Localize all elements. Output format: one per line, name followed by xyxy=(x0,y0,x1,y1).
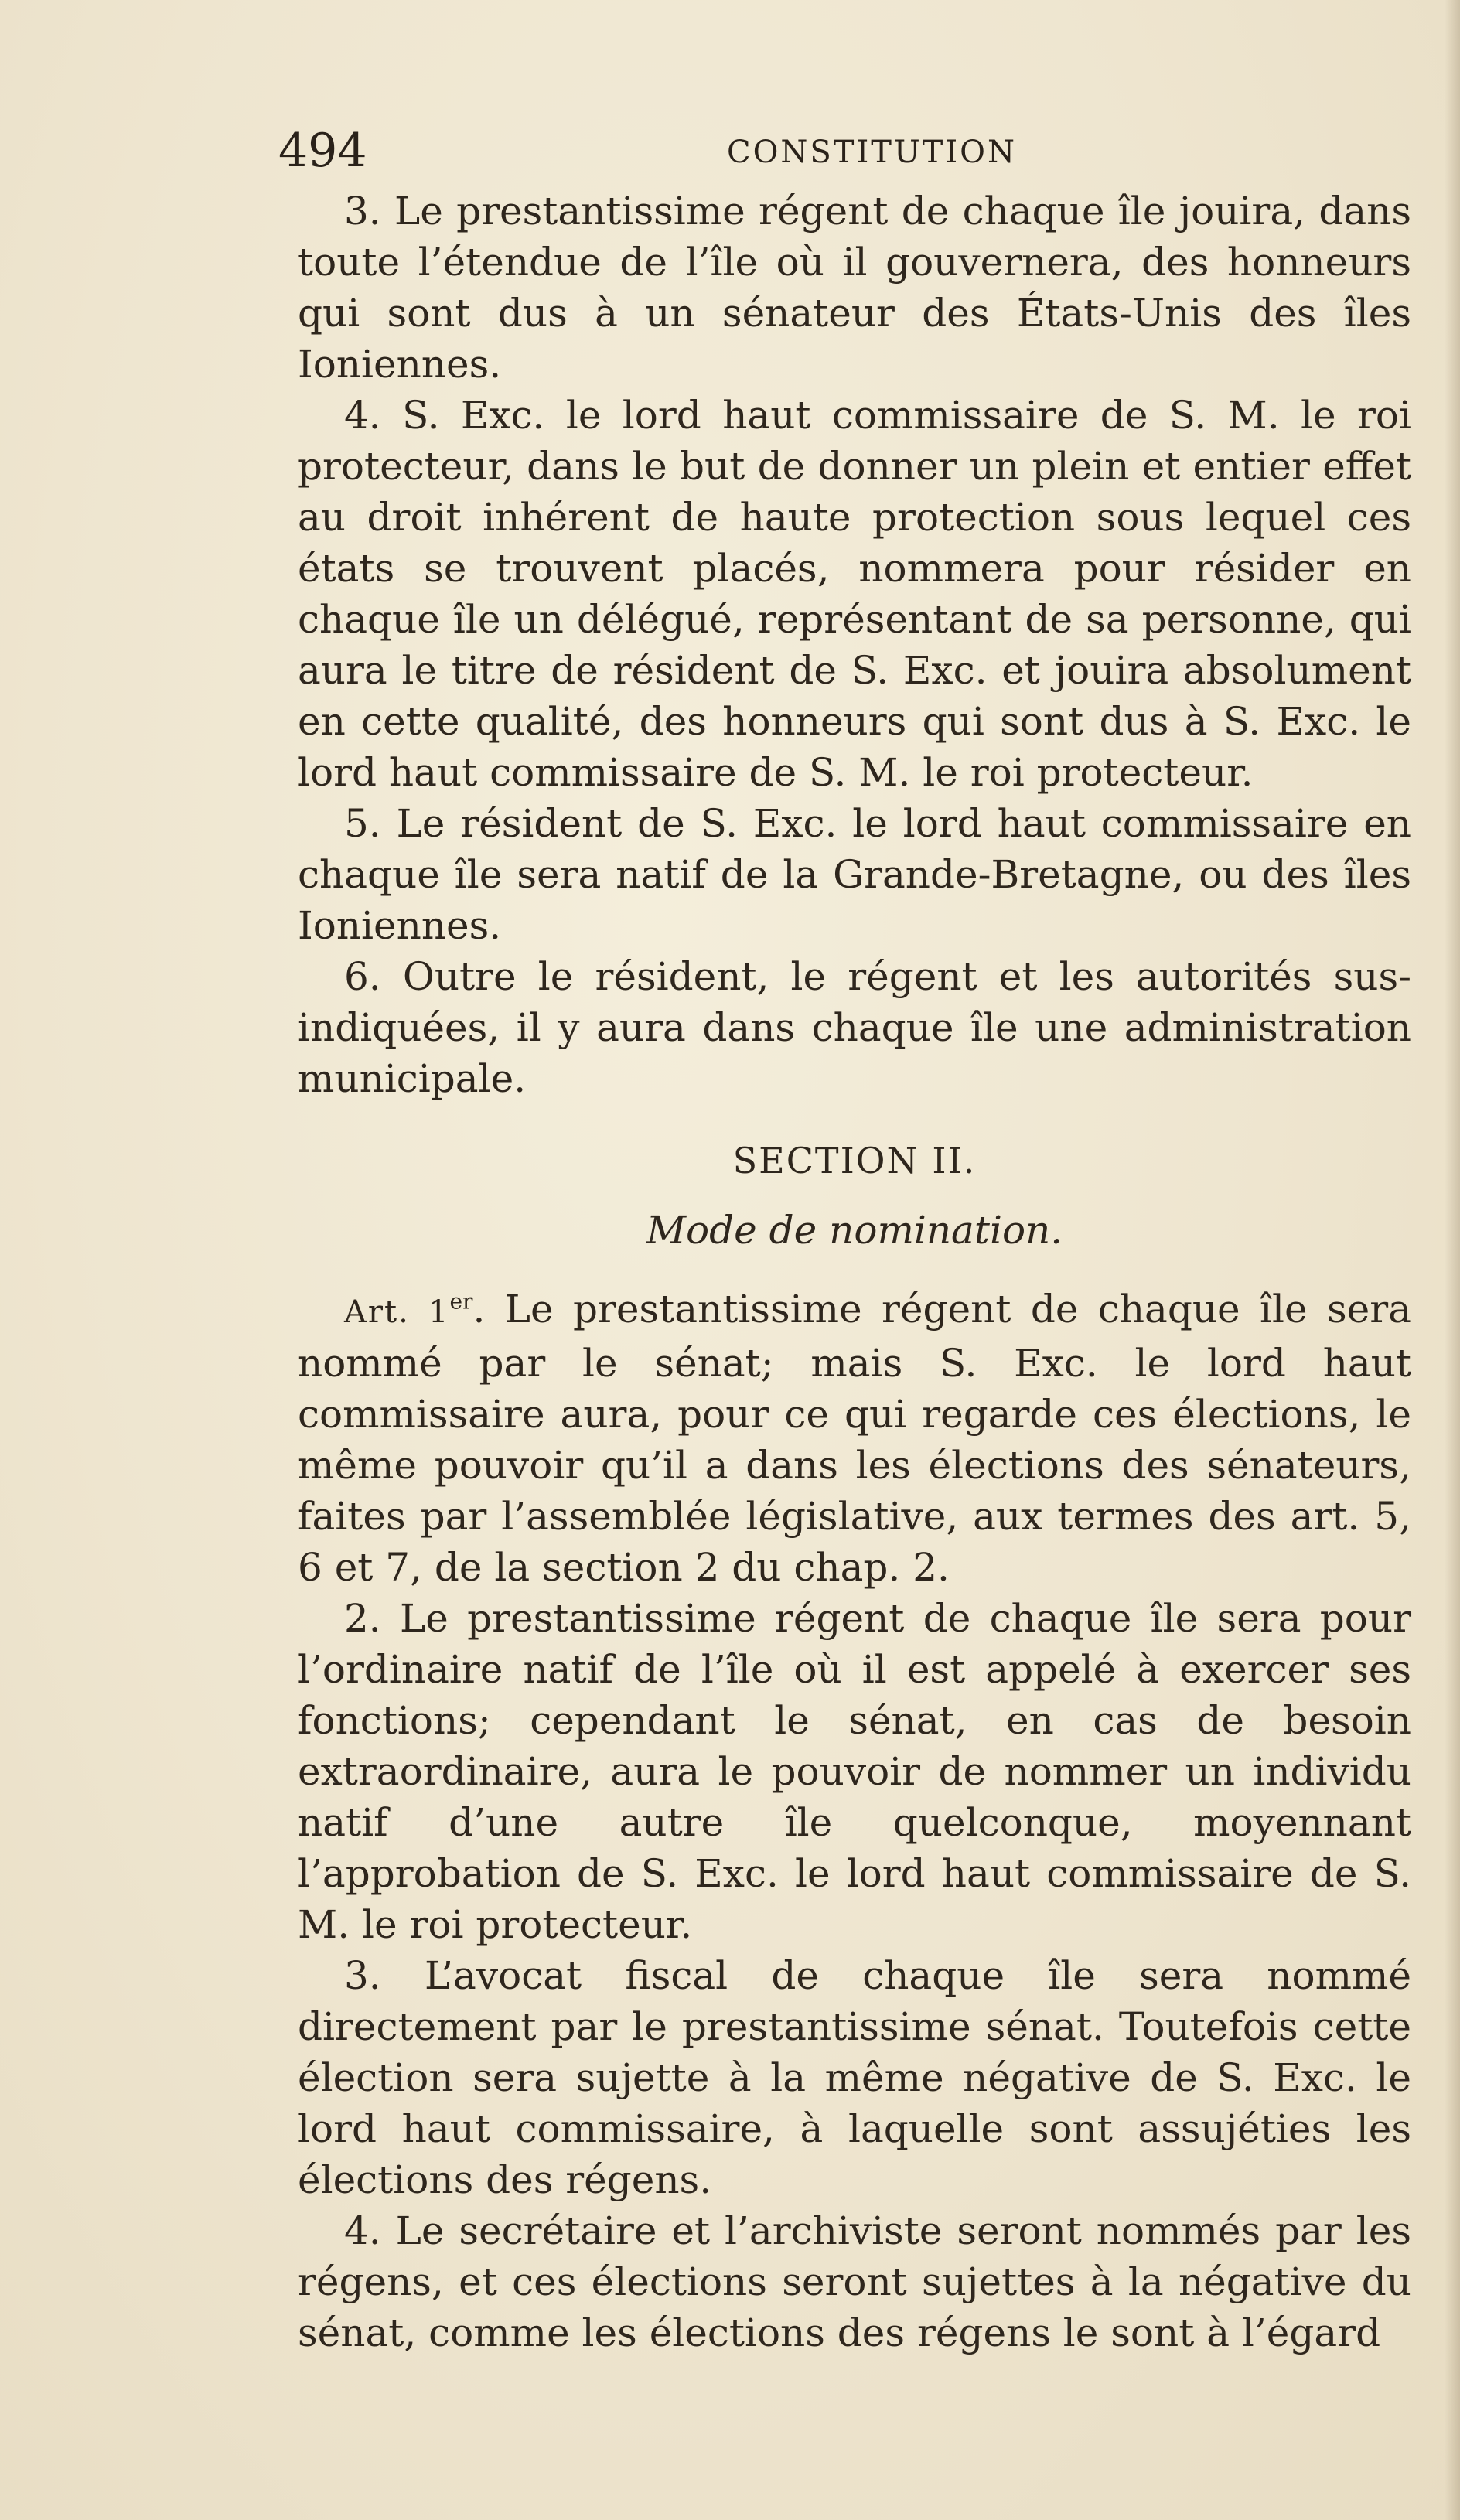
paragraph-section2-article-3: 3. L’avocat fiscal de chaque île sera nommé directement par le prestantissime sénat. Toutefois cette élection sera sujette à la même négative de S. Exc. le lord haut commissaire, à laquelle sont assujéties les élections des régens. xyxy=(298,1953,1411,2202)
body-text xyxy=(298,186,1411,2358)
paragraph-section2-article-2: 2. Le prestantissime régent de chaque île sera pour l’ordinaire natif de l’île où il est appelé à exercer ses fonctions; cependant le sénat, en cas de besoin extraordinaire, aura le pouvoir de nommer un individu natif d’une autre île quelconque, moyennant l’approbation de S. Exc. le lord haut commissaire de S. M. le roi protecteur. xyxy=(298,1596,1411,1947)
art-1-text: . Le prestantissime régent de chaque île sera nommé par le sénat; mais S. Exc. le lord haut commissaire aura, pour ce qui regarde ces élections, le même pouvoir qu’il a dans les élections des sénateurs, faites par l’assemblée législative, aux termes des art. 5, 6 et 7, de la section 2 du chap. 2. xyxy=(298,1287,1411,1590)
paragraph-section2-article-4: 4. Le secrétaire et l’archiviste seront nommés par les régens, et ces élections seront sujettes à la négative du sénat, comme les élections des régens le sont à l’égard xyxy=(298,2208,1411,2355)
paragraph-art-1 xyxy=(298,1284,1411,1593)
paragraph-article-5: 5. Le résident de S. Exc. le lord haut commissaire en chaque île sera natif de la Grande-Bretagne, ou des îles Ioniennes. xyxy=(298,801,1411,948)
paragraph-article-3: 3. Le prestantissime régent de chaque île jouira, dans toute l’étendue de l’île où il gouvernera, des honneurs qui sont dus à un sénateur des États-Unis des îles Ioniennes. xyxy=(298,189,1411,387)
paragraph-article-6: 6. Outre le résident, le régent et les autorités sus-indiquées, il y aura dans chaque île une administration municipale. xyxy=(298,954,1411,1101)
section-title: SECTION II. xyxy=(732,1140,977,1182)
paragraph-article-4: 4. S. Exc. le lord haut commissaire de S. M. le roi protecteur, dans le but de donner un plein et entier effet au droit inhérent de haute protection sous lequel ces états se trouvent placés, nommera pour résider en chaque île un délégué, représentant de sa personne, qui aura le titre de résident de S. Exc. et jouira absolument en cette qualité, des honneurs qui sont dus à S. Exc. le lord haut commissaire de S. M. le roi protecteur. xyxy=(298,393,1411,795)
section-subtitle: Mode de nomination. xyxy=(646,1208,1063,1253)
page-edge-shadow xyxy=(1445,0,1460,2520)
page-number: 494 xyxy=(278,124,367,178)
art-1-superscript: er xyxy=(449,1288,473,1315)
page-header xyxy=(278,124,1423,186)
art-1-label: Art. 1 xyxy=(344,1294,450,1330)
running-head: CONSTITUTION xyxy=(727,135,1017,170)
